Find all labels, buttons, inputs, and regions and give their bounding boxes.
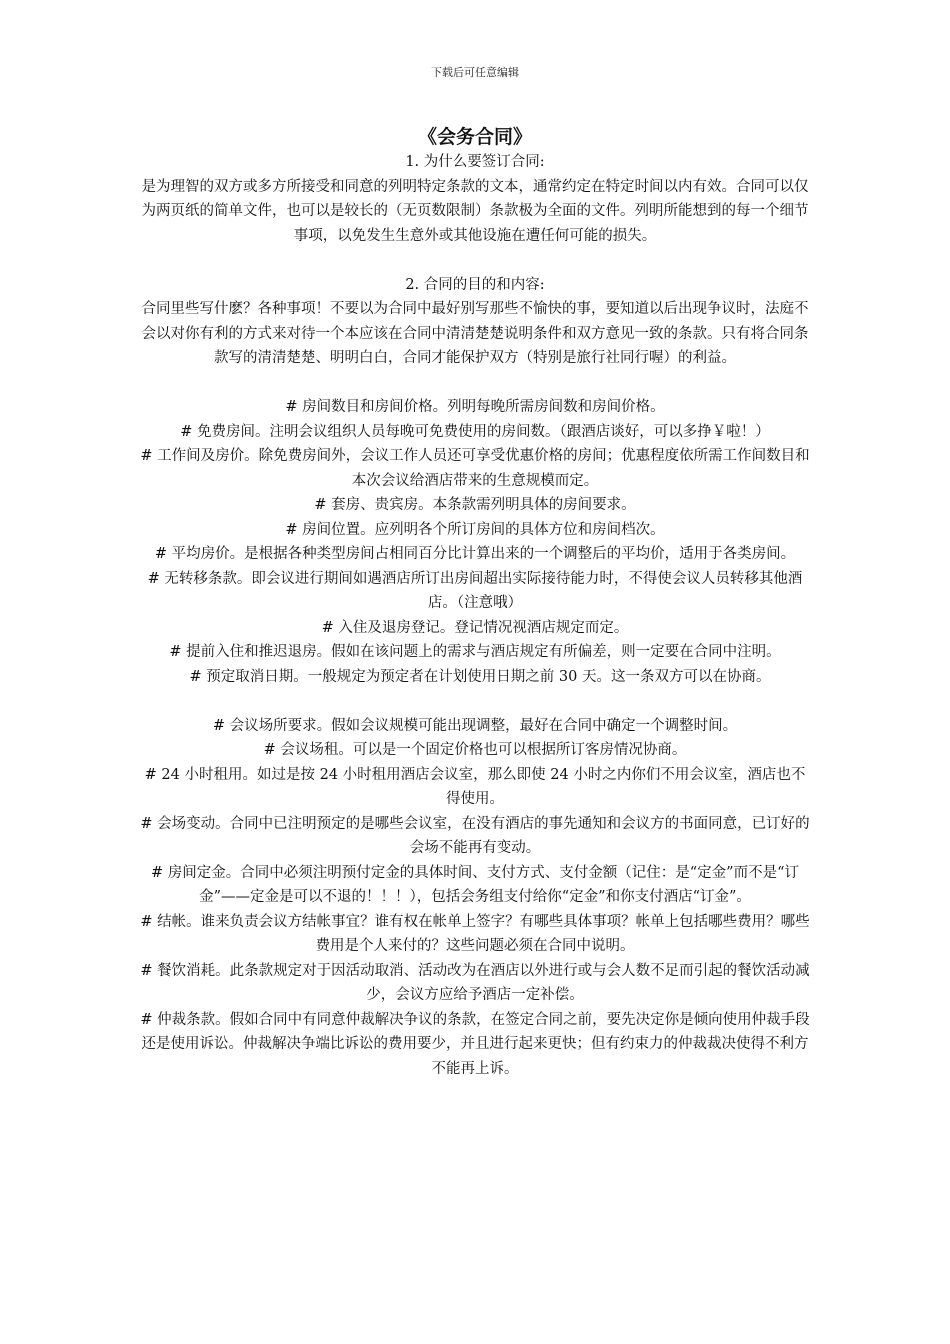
- clause-early-late: # 提前入住和推迟退房。假如在该问题上的需求与酒店规定有所偏差，则一定要在合同中注明。: [169, 644, 781, 660]
- clause-deposit: # 房间定金。合同中必须注明预付定金的具体时间、支付方式、支付金额（记住：是“定金”而不是“订金”——定金是可以不退的！！！），包括会务组支付给你“定金”和你支付酒店“订金”。: [151, 864, 799, 905]
- page-header: 下载后可任意编辑: [431, 66, 519, 79]
- clause-cancellation-date: # 预定取消日期。一般规定为预定者在计划使用日期之前 30 天。这一条双方可以在协商。: [189, 668, 771, 685]
- clause-room-location: # 房间位置。应列明各个所订房间的具体方位和房间档次。: [285, 521, 665, 538]
- clause-average-rate: # 平均房价。是根据各种类型房间占相同百分比计算出来的一个调整后的平均价，适用于各类房间。: [154, 546, 796, 562]
- clause-staff-rooms: # 工作间及房价。除免费房间外，会议工作人员还可享受优惠价格的房间；优惠程度依所需工作间数目和本次会议给酒店带来的生意规模而定。: [140, 448, 810, 489]
- clause-24-hour-rental: # 24 小时租用。如过是按 24 小时租用酒店会议室，那么即使 24 小时之内你们不用会议室，酒店也不得使用。: [144, 766, 806, 807]
- clause-catering: # 餐饮消耗。此条款规定对于因活动取消、活动改为在酒店以外进行或与会人数不足而引起的餐饮活动减少，会议方应给予酒店一定补偿。: [140, 962, 810, 1003]
- spacer: [140, 371, 810, 396]
- document-title: 《会务合同》: [417, 126, 532, 148]
- spacer: [140, 689, 810, 714]
- clause-arbitration: # 仲裁条款。假如合同中有同意仲裁解决争议的条款，在签定合同之前，要先决定你是倾向使用仲裁手段还是使用诉讼。仲裁解决争端比诉讼的费用要少，并且进行起来更快；但有约束力的仲裁裁决使得不利方不能再上诉。: [140, 1011, 810, 1077]
- clause-venue-requirements: # 会议场所要求。假如会议规模可能出现调整，最好在合同中确定一个调整时间。: [212, 717, 738, 734]
- clause-venue-change: # 会场变动。合同中已注明预定的是哪些会议室，在没有酒店的事先通知和会议方的书面同意，已订好的会场不能再有变动。: [140, 815, 810, 856]
- clause-venue-rent: # 会议场租。可以是一个固定价格也可以根据所订客房情况协商。: [263, 742, 687, 758]
- clause-room-count: # 房间数目和房间价格。列明每晚所需房间数和房间价格。: [285, 399, 665, 415]
- section-1-body: 是为理智的双方或多方所接受和同意的列明特定条款的文本，通常约定在特定时间以内有效。合同可以仅为两页纸的简单文件，也可以是较长的（无页数限制）条款极为全面的文件。列明所能想到的每一个细节事项，以免发生生意外或其他设施在遭任何可能的损失。: [141, 178, 809, 244]
- document-body: [140, 124, 810, 1081]
- clause-free-rooms: # 免费房间。注明会议组织人员每晚可免费使用的房间数。（跟酒店谈好，可以多挣￥啦！）: [180, 423, 770, 440]
- spacer: [140, 248, 810, 273]
- clause-billing: # 结帐。谁来负责会议方结帐事宜？谁有权在帐单上签字？有哪些具体事项？帐单上包括哪些费用？哪些费用是个人来付的？这些问题必须在合同中说明。: [140, 913, 810, 954]
- section-2-body: 合同里些写什麽？各种事项！不要以为合同中最好别写那些不愉快的事，要知道以后出现争议时，法庭不会以对你有利的方式来对待一个本应该在合同中清清楚楚说明条件和双方意见一致的条款。只有将合同条款写的清清楚楚、明明白白，合同才能保护双方（特别是旅行社同行喔）的利益。: [141, 301, 809, 366]
- section-1-heading: 1. 为什么要签订合同:: [405, 154, 545, 170]
- section-2-heading: 2. 合同的目的和内容:: [405, 276, 545, 293]
- clause-suites: # 套房、贵宾房。本条款需列明具体的房间要求。: [314, 497, 636, 513]
- clause-no-transfer: # 无转移条款。即会议进行期间如遇酒店所订出房间超出实际接待能力时，不得使会议人员转移其他酒店。（注意哦）: [147, 570, 803, 611]
- clause-check-in-out: # 入住及退房登记。登记情况视酒店规定而定。: [321, 619, 629, 636]
